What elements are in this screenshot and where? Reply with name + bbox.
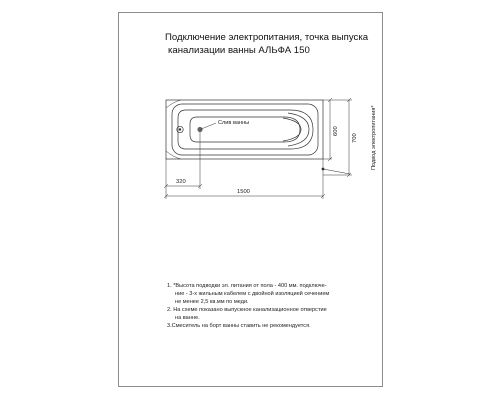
dim-label-600: 600 bbox=[333, 126, 339, 136]
note-line: не менее 2,5 кв.мм по меди. bbox=[175, 299, 249, 305]
tub-rim-outline bbox=[172, 104, 318, 155]
note-line: ние - 3-х жильным кабелем с двойной изоляцией сечением bbox=[175, 291, 330, 297]
drawing-title-line1: Подключение электропитания, точка выпуска bbox=[165, 32, 369, 43]
corner-arc bbox=[166, 100, 181, 108]
drain-marker bbox=[177, 123, 216, 133]
tub-outer-outline bbox=[166, 100, 323, 159]
notes-block bbox=[167, 282, 372, 330]
drain-leader-line bbox=[200, 123, 216, 130]
headrest-inner-contour bbox=[283, 118, 301, 141]
power-supply-label: Подвод электропитания* bbox=[371, 105, 377, 170]
note-line: 1. *Высота подводки эл. питания от пола - 400 мм. подключе- bbox=[167, 283, 327, 289]
overflow-center-icon bbox=[179, 128, 181, 130]
note-line: 2. На схеме показано выпускное канализационное отверстие bbox=[167, 307, 327, 313]
dim-label-320: 320 bbox=[176, 179, 186, 185]
drawing-title-line2: канализации ванны АЛЬФА 150 bbox=[168, 45, 310, 56]
drain-label: Слив ванны bbox=[218, 120, 250, 126]
note-line: на ванне. bbox=[175, 315, 200, 321]
dim-label-1500: 1500 bbox=[237, 189, 250, 195]
note-line: 3.Смеситель на борт ванны ставить не рекомендуется. bbox=[167, 323, 311, 329]
corner-arc bbox=[166, 151, 181, 159]
power-leader-line bbox=[323, 169, 350, 174]
dim-label-700: 700 bbox=[352, 133, 358, 143]
